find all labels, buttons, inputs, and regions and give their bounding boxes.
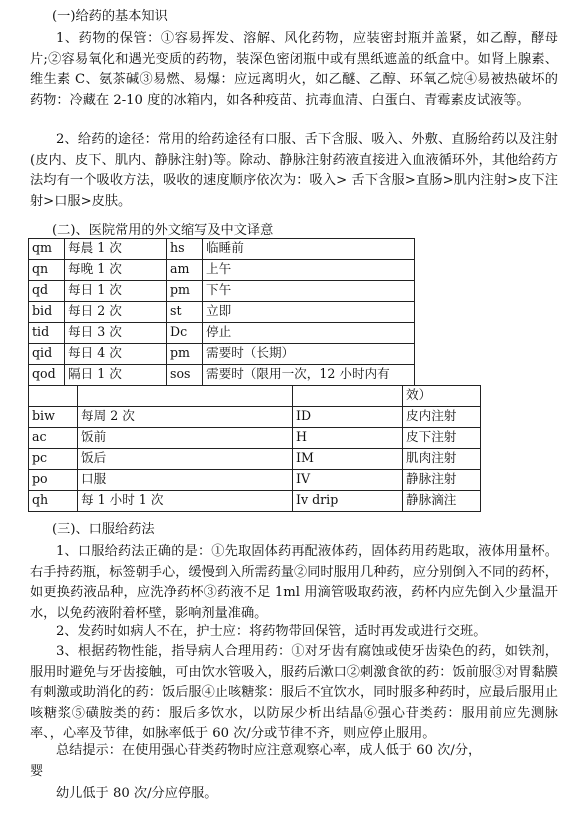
table-cell: 需要时（限用一次，12 小时内有 bbox=[203, 365, 415, 386]
section1-paragraph-storage: 1、药物的保管：①容易挥发、溶解、风化药物，应装密封瓶并盖紧，如乙醇，酵母片;②容易氧化和遇光变质的药物，装深色密闭瓶中或有黑纸遮盖的纸盒中。如肾上腺素、维生素 C、氨茶碱③易燃、易爆：应远离明火，如乙醚、乙醇、环氧乙烷④易被热破坏的药物：冷藏在 2-10 度的冰箱内，如各种疫苗、抗毒血清、白蛋白、青霉素皮试液等。 bbox=[30, 31, 558, 108]
table-cell: 饭后 bbox=[78, 449, 293, 470]
summary-line-3: 幼儿低于 80 次/分应停服。 bbox=[56, 786, 218, 801]
table-cell: 每晚 1 次 bbox=[65, 260, 167, 281]
section3-paragraph-guidance: 3、根据药物性能，指导病人合理用药：①对牙齿有腐蚀或使牙齿染色的药，如铁剂，服用时避免与牙齿接触，可由饮水管吸入，服药后漱口②刺激食欲的药：饭前服③对胃黏膜有刺激或助消化的药：饭后服④止咳糖浆：服后不宜饮水，同时服多种药时，应最后服用止咳糖浆⑤磺胺类的药：服后多饮水，以防尿少析出结晶⑥强心苷类药：服用前应先测脉率、，心率及节律，如脉率低于 60 次/分或节律不齐，则应停止服用。 bbox=[30, 644, 558, 741]
table-cell: 临睡前 bbox=[203, 239, 415, 260]
table-row bbox=[29, 491, 481, 512]
table-cell: hs bbox=[167, 239, 203, 260]
section3-paragraph-method: 1、口服给药法正确的是：①先取固体药再配液体药，固体药用药匙取，液体用量杯。右手持药瓶，标签朝手心，缓慢到入所需药量②同时服用几种药，应分别倒入不同的药杯，如更换药液品种，应洗净药杯③药液不足 1ml 用滴管吸取药液，药杯内应先倒入少量温开水，以免药液附着杯壁，影响剂量准确。 bbox=[30, 544, 558, 621]
table-cell: qh bbox=[29, 491, 78, 512]
abbreviation-table-1 bbox=[28, 238, 415, 386]
table-cell: pc bbox=[29, 449, 78, 470]
table-cell bbox=[293, 386, 403, 407]
table-row bbox=[29, 323, 415, 344]
table-cell: 需要时（长期） bbox=[203, 344, 415, 365]
table-cell: 每 1 小时 1 次 bbox=[78, 491, 293, 512]
table-cell: IM bbox=[293, 449, 403, 470]
table-cell: 皮内注射 bbox=[403, 407, 481, 428]
table-row bbox=[29, 344, 415, 365]
summary-line-2: 婴 bbox=[30, 764, 44, 779]
table-cell: 肌肉注射 bbox=[403, 449, 481, 470]
section3-paragraph-absent: 2、发药时如病人不在，护士应：将药物带回保管，适时再发或进行交班。 bbox=[56, 624, 487, 639]
table-cell: Dc bbox=[167, 323, 203, 344]
table-cell: am bbox=[167, 260, 203, 281]
table-cell: 每日 3 次 bbox=[65, 323, 167, 344]
table-cell: 每日 4 次 bbox=[65, 344, 167, 365]
table-cell: pm bbox=[167, 344, 203, 365]
table-cell: 每周 2 次 bbox=[78, 407, 293, 428]
table-row bbox=[29, 365, 415, 386]
table-cell: 立即 bbox=[203, 302, 415, 323]
table-row bbox=[29, 407, 481, 428]
table-cell: biw bbox=[29, 407, 78, 428]
table-row bbox=[29, 281, 415, 302]
table-cell: qod bbox=[29, 365, 65, 386]
table-row bbox=[29, 470, 481, 491]
table-cell: H bbox=[293, 428, 403, 449]
table-cell: qd bbox=[29, 281, 65, 302]
table-cell: 口服 bbox=[78, 470, 293, 491]
table-row bbox=[29, 428, 481, 449]
table-cell: ac bbox=[29, 428, 78, 449]
table-cell: qn bbox=[29, 260, 65, 281]
table-cell: po bbox=[29, 470, 78, 491]
table-cell: 静脉滴注 bbox=[403, 491, 481, 512]
abbreviation-table-2 bbox=[28, 385, 481, 512]
table-cell: qm bbox=[29, 239, 65, 260]
table-cell: IV bbox=[293, 470, 403, 491]
section2-heading: (二)、医院常用的外文缩写及中文译意 bbox=[52, 223, 274, 238]
table-row bbox=[29, 302, 415, 323]
table-cell bbox=[78, 386, 293, 407]
section3-heading: (三)、口服给药法 bbox=[52, 522, 155, 537]
table-cell: st bbox=[167, 302, 203, 323]
table-row bbox=[29, 239, 415, 260]
table-row bbox=[29, 449, 481, 470]
table-cell bbox=[29, 386, 78, 407]
table-cell: qid bbox=[29, 344, 65, 365]
summary-line-1: 总结提示：在使用强心苷类药物时应注意观察心率，成人低于 60 次/分， bbox=[56, 743, 482, 758]
table-cell: sos bbox=[167, 365, 203, 386]
table-cell: 饭前 bbox=[78, 428, 293, 449]
table-row bbox=[29, 260, 415, 281]
table-cell: bid bbox=[29, 302, 65, 323]
table-cell: 下午 bbox=[203, 281, 415, 302]
table-cell: ID bbox=[293, 407, 403, 428]
table-row bbox=[29, 386, 481, 407]
abbreviation-table-2-body bbox=[29, 386, 481, 512]
table-cell: 每日 2 次 bbox=[65, 302, 167, 323]
section1-paragraph-routes: 2、给药的途径：常用的给药途径有口服、舌下含服、吸入、外敷、直肠给药以及注射(皮内、皮下、肌内、静脉注射)等。除动、静脉注射药液直接进入血液循环外，其他给药方法均有一个吸收方法，吸收的速度顺序依次为：吸入> 舌下含服>直肠>肌内注射>皮下注射>口服>皮肤。 bbox=[30, 132, 558, 209]
table-cell: 静脉注射 bbox=[403, 470, 481, 491]
table-cell: 皮下注射 bbox=[403, 428, 481, 449]
table-cell: 每日 1 次 bbox=[65, 281, 167, 302]
table-cell: pm bbox=[167, 281, 203, 302]
table-cell: 停止 bbox=[203, 323, 415, 344]
abbreviation-table-1-body bbox=[29, 239, 415, 386]
table-cell: 隔日 1 次 bbox=[65, 365, 167, 386]
table-cell: 效） bbox=[403, 386, 481, 407]
table-cell: 每晨 1 次 bbox=[65, 239, 167, 260]
table-cell: tid bbox=[29, 323, 65, 344]
section1-heading: (一)给药的基本知识 bbox=[52, 9, 168, 24]
table-cell: Iv drip bbox=[293, 491, 403, 512]
table-cell: 上午 bbox=[203, 260, 415, 281]
